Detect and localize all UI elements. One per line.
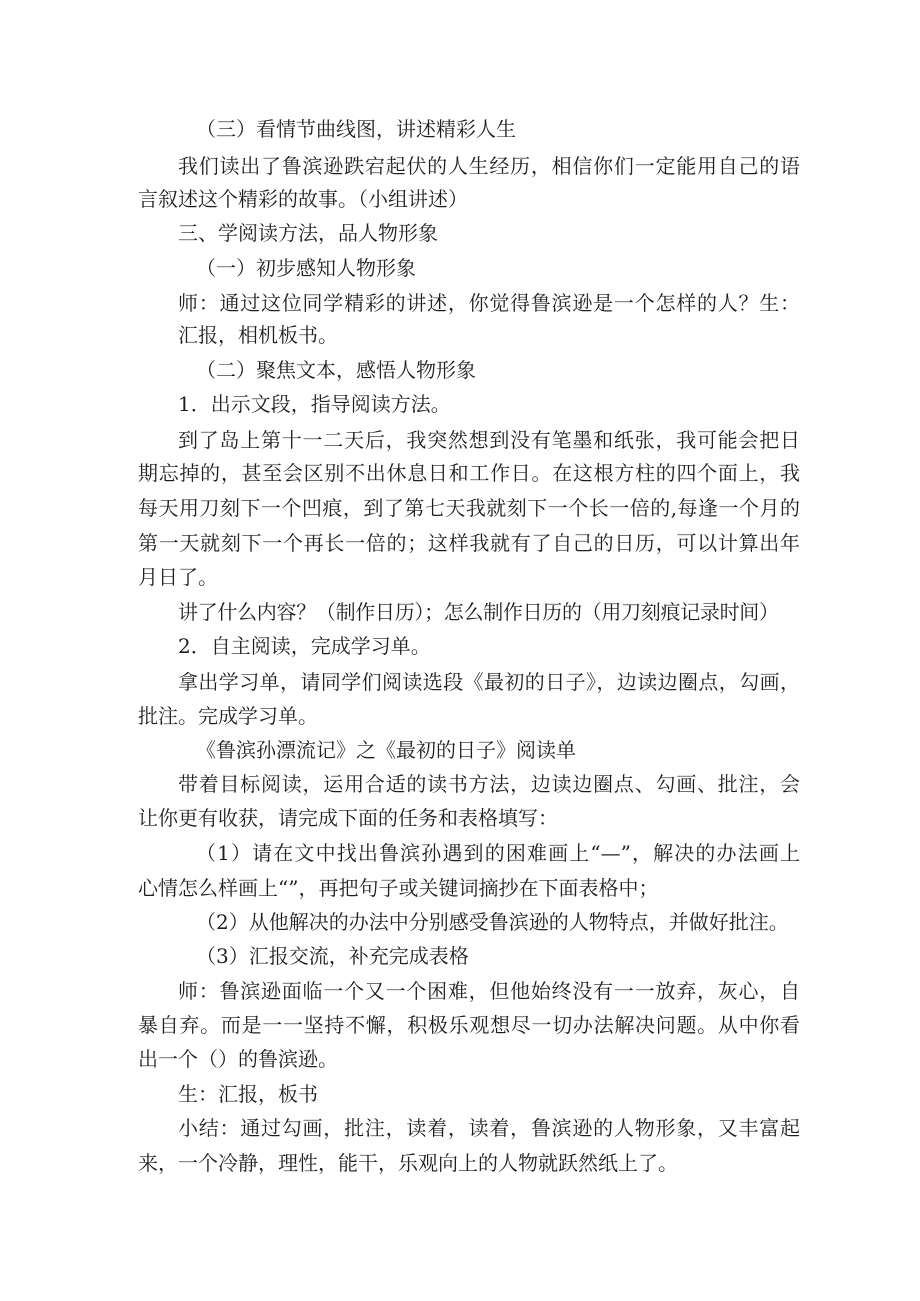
- paragraph-line: 师：通过这位同学精彩的讲述，你觉得鲁滨逊是一个怎样的人？生：: [178, 291, 800, 315]
- task-item-1-cont: 心情怎么样画上“”，再把句子或关键词摘抄在下面表格中；: [138, 876, 659, 900]
- paragraph-line: 暴自弃。而是一一坚持不懈，积极乐观想尽一切办法解决问题。从中你看: [138, 1013, 800, 1037]
- subheading-initial-perception: （一）初步感知人物形象: [196, 256, 416, 280]
- quote-line: 每天用刀刻下一个凹痕，到了第七天我就刻下一个长一倍的,每逢一个月的: [138, 496, 800, 520]
- numbered-step-1: 1．出示文段，指导阅读方法。: [178, 392, 451, 416]
- subheading-focus-text: （二）聚焦文本，感悟人物形象: [196, 358, 476, 382]
- paragraph-line: 我们读出了鲁滨逊跌宕起伏的人生经历，相信你们一定能用自己的语: [178, 154, 800, 178]
- paragraph-line: 批注。完成学习单。: [138, 704, 318, 728]
- quote-line: 月日了。: [138, 565, 218, 589]
- summary-line: 来，一个冷静，理性，能干，乐观向上的人物就跃然纸上了。: [138, 1151, 678, 1175]
- subheading-plot-curve: （三）看情节曲线图，讲述精彩人生: [196, 117, 516, 141]
- quote-line: 到了岛上第十一二天后，我突然想到没有笔墨和纸张，我可能会把日: [178, 428, 800, 452]
- summary-line: 小结：通过勾画，批注，读着，读着，鲁滨逊的人物形象，又丰富起: [178, 1116, 800, 1140]
- paragraph-line: 出一个（）的鲁滨逊。: [138, 1047, 338, 1071]
- quote-line: 期忘掉的，甚至会区别不出休息日和工作日。在这根方柱的四个面上，我: [138, 461, 800, 485]
- task-item-2: （2）从他解决的办法中分别感受鲁滨逊的人物特点，并做好批注。: [196, 910, 789, 934]
- quote-line: 第一天就刻下一个再长一倍的；这样我就有了自己的日历，可以计算出年: [138, 531, 800, 555]
- paragraph-line: 汇报，相机板书。: [178, 323, 338, 347]
- paragraph-line: 言叙述这个精彩的故事。（小组讲述）: [138, 187, 468, 211]
- worksheet-title: 《鲁滨孙漂流记》之《最初的日子》阅读单: [196, 738, 576, 762]
- paragraph-line: 拿出学习单，请同学们阅读选段《最初的日子》，边读边圈点，勾画，: [178, 670, 800, 694]
- paragraph-line: 师：鲁滨逊面临一个又一个困难，但他始终没有一一放弃，灰心，自: [178, 979, 800, 1003]
- section-heading-reading-methods: 三、学阅读方法，品人物形象: [178, 221, 438, 245]
- task-item-3: （3）汇报交流，补充完成表格: [196, 944, 469, 968]
- paragraph-line: 生：汇报，板书: [178, 1082, 318, 1106]
- paragraph-line: 讲了什么内容？（制作日历）；怎么制作日历的（用刀刻痕记录时间）: [178, 600, 779, 624]
- task-item-1: （1）请在文中找出鲁滨孙遇到的困难画上“—”，解决的办法画上: [196, 841, 800, 865]
- paragraph-line: 让你更有收获，请完成下面的任务和表格填写：: [138, 806, 558, 830]
- numbered-step-2: 2．自主阅读，完成学习单。: [178, 634, 431, 658]
- paragraph-line: 带着目标阅读，运用合适的读书方法，边读边圈点、勾画、批注，会: [178, 772, 800, 796]
